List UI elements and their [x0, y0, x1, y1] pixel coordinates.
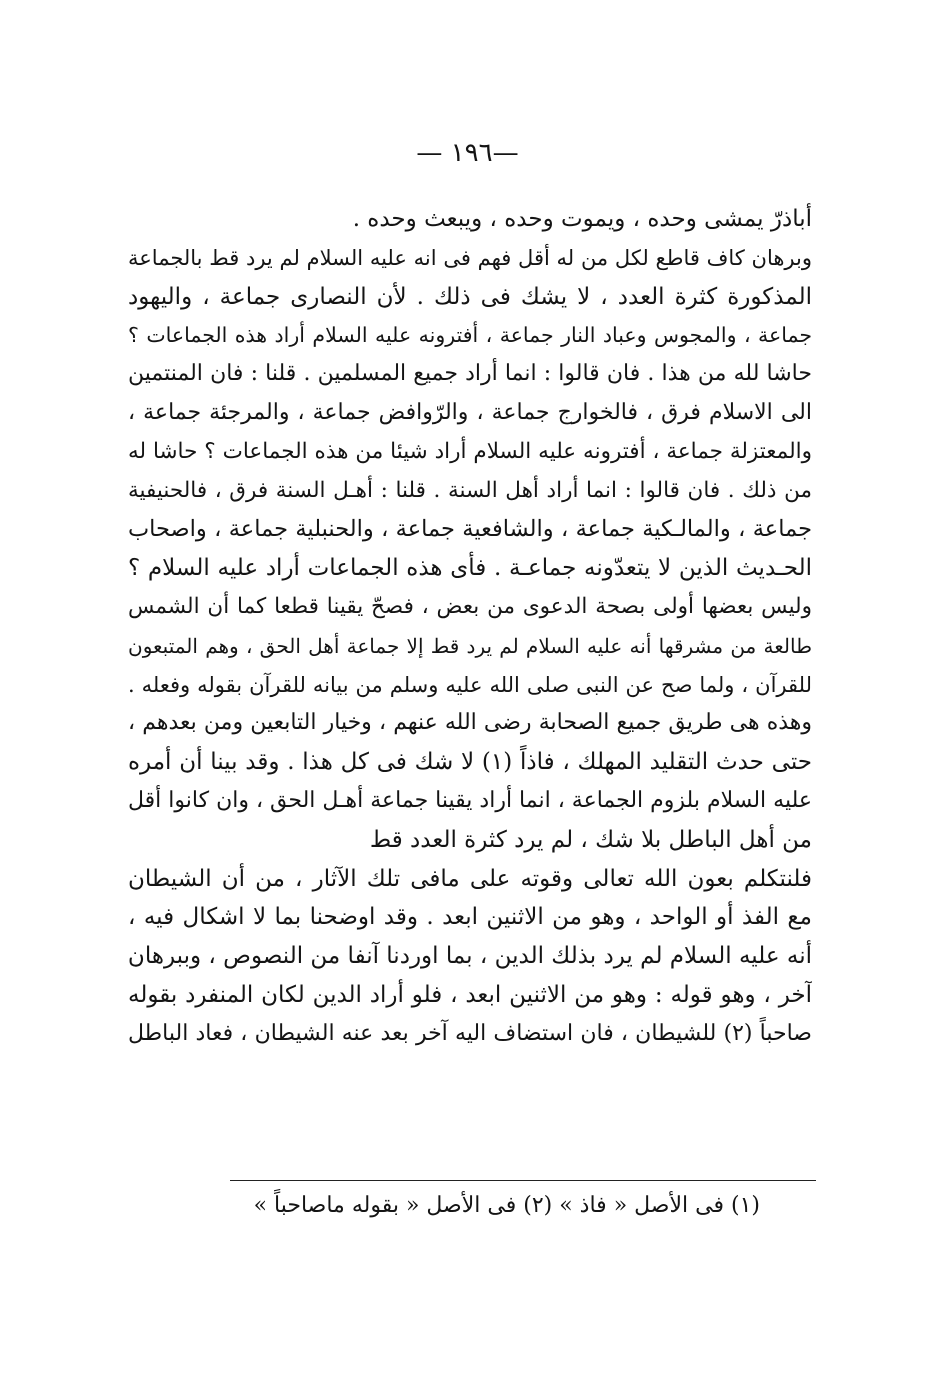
text-line: عليه السلام بلزوم الجماعة ، انما أراد يقينا جماعة أهـل الحق ، وان كانوا أقل — [128, 787, 812, 813]
text-line: أباذرّ يمشى وحده ، ويموت وحده ، ويبعث وحده . — [352, 206, 812, 232]
text-line: المذكورة كثرة العدد ، لا يشك فى ذلك . لأن النصارى جماعة ، واليهود — [128, 283, 812, 310]
text-line: وهذه هى طريق جميع الصحابة رضى الله عنهم ، وخيار التابعين ومن بعدهم ، — [128, 710, 812, 736]
text-line: من ذلك . فان قالوا : انما أراد أهل السنة . قلنا : أهـل السنة فرق ، فالحنيفية — [128, 477, 812, 503]
text-line: فلنتكلم بعون الله تعالى وقوته على مافى تلك الآثار ، من أن الشيطان — [128, 865, 812, 892]
text-line: حاشا لله من هذا . فان قالوا : انما أراد جميع المسلمين . قلنا : فان المنتمين — [128, 361, 812, 387]
text-line: أنه عليه السلام لم يرد بذلك الدين ، بما اوردنا آنفا من النصوص ، وببرهان — [128, 943, 812, 970]
text-line: مع الفذ أو الواحد ، وهو من الاثنين ابعد . وقد اوضحنا بما لا اشكال فيه ، — [128, 904, 812, 931]
text-line: من أهل الباطل بلا شك ، لم يرد كثرة العدد قط — [369, 826, 812, 853]
text-line: طالعة من مشرقها أنه عليه السلام لم يرد قط إلا جماعة أهل الحق ، وهم المتبعون — [128, 633, 812, 658]
footnote-divider — [230, 1180, 816, 1181]
text-line: آخر ، وهو قوله : وهو من الاثنين ابعد ، فلو أراد الدين لكان المنفرد بقوله — [128, 981, 812, 1008]
page-number: —١٩٦ — — [416, 138, 519, 168]
text-line: جماعة ، والمالـكية جماعة ، والشافعية جماعة ، والحنبلية جماعة ، واصحاب — [128, 516, 812, 543]
text-line: الحـديث الذين لا يتعدّونه جماعـة . فأى هذه الجماعات أراد عليه السلام ؟ — [128, 555, 812, 582]
text-line: للقرآن ، ولما صح عن النبى صلى الله عليه وسلم من بيانه للقرآن بقوله وفعله . — [128, 672, 812, 697]
text-line: جماعة ، والمجوس وعباد النار جماعة ، أفترونه عليه السلام أراد هذه الجماعات ؟ — [128, 323, 812, 348]
text-line: وليس بعضها أولى بصحة الدعوى من بعض ، فصحّ يقينا قطعا كما أن الشمس — [128, 593, 812, 619]
text-line: والمعتزلة جماعة ، أفترونه عليه السلام أراد شيئا من هذه الجماعات ؟ حاشا له — [128, 438, 812, 464]
text-line: حتى حدث التقليد المهلك ، فاذاً (١) لا شك فى كل هذا . وقد بينا أن أمره — [128, 749, 812, 776]
text-line: صاحباً (٢) للشيطان ، فان استضاف اليه آخر بعد عنه الشيطان ، فعاد الباطل — [128, 1020, 812, 1046]
text-line: الى الاسلام فرق ، فالخوارج جماعة ، والرّوافض جماعة ، والمرجئة جماعة ، — [128, 399, 812, 425]
text-line: وبرهان كاف قاطع لكل من له أقل فهم فى انه عليه السلام لم يرد قط بالجماعة — [128, 245, 812, 270]
body-text — [128, 200, 812, 1054]
footnote: (١) فى الأصل « فاذ » (٢) فى الأصل « بقوله ماصاحباً » — [253, 1193, 760, 1218]
